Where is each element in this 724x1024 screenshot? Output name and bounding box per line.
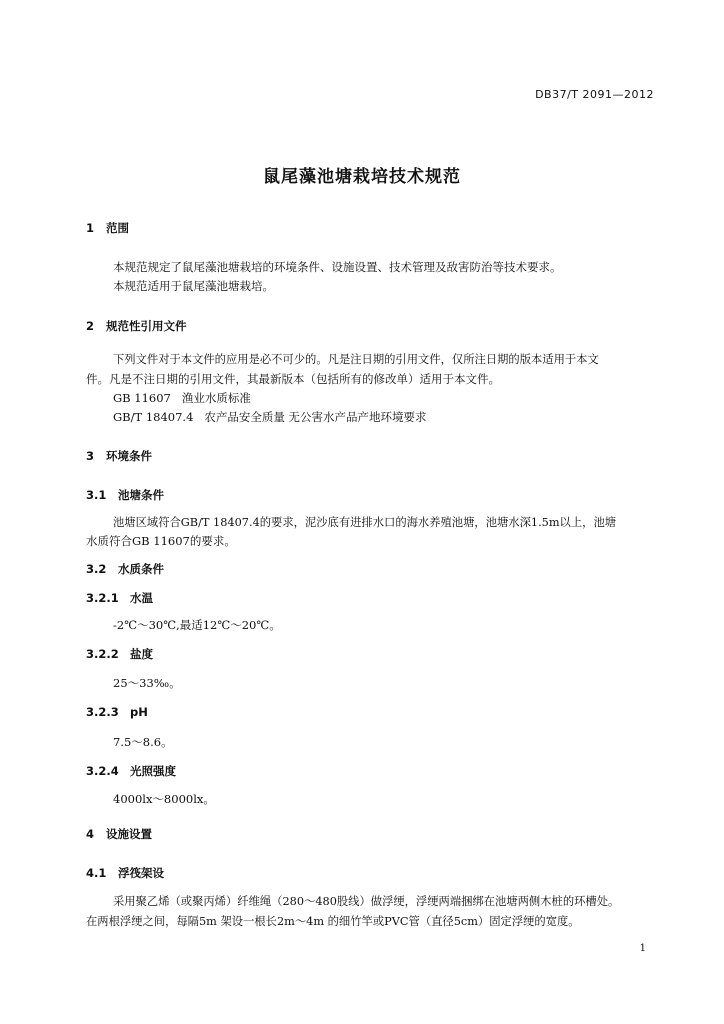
page-number: 1 <box>639 943 646 954</box>
subsection-heading <box>86 705 148 719</box>
section-title: 范围 <box>106 221 129 235</box>
section-title: 池塘条件 <box>118 488 164 502</box>
section-number: 4 <box>86 827 95 841</box>
section-number: 3.2 <box>86 562 107 576</box>
section-heading <box>86 826 152 842</box>
document-title: 鼠尾藻池塘栽培技术规范 <box>263 167 461 187</box>
section-title: 盐度 <box>130 647 153 661</box>
section-title: 浮筏架设 <box>118 866 164 880</box>
section-title: 设施设置 <box>106 827 152 841</box>
section-heading <box>86 318 187 334</box>
document-code: DB37/T 2091—2012 <box>535 88 654 101</box>
section-title: pH <box>130 705 148 719</box>
paragraph: 本规范规定了鼠尾藻池塘栽培的环境条件、设施设置、技术管理及敌害防治等技术要求。 <box>113 260 562 274</box>
section-number: 3.2.1 <box>86 591 119 605</box>
paragraph: 在两根浮绠之间，每隔5m 架设一根长2m～4m 的细竹竿或PVC管（直径5cm）固定浮绠的宽度。 <box>86 915 580 928</box>
paragraph: 7.5～8.6。 <box>113 735 173 749</box>
paragraph: 4000lx～8000lx。 <box>113 792 215 806</box>
subsection-heading <box>86 865 164 881</box>
section-number: 3.1 <box>86 488 107 502</box>
paragraph: 池塘区域符合GB/T 18407.4的要求，泥沙底有进排水口的海水养殖池塘，池塘水深1.5m以上，池塘 <box>113 516 617 529</box>
paragraph: 25～33‰。 <box>113 676 181 690</box>
section-number: 3.2.4 <box>86 764 119 778</box>
section-number: 3 <box>86 449 95 463</box>
reference-item: GB 11607 渔业水质标准 <box>113 391 251 405</box>
paragraph: 采用聚乙烯（或聚丙烯）纤维绳（280～480股线）做浮绠，浮绠两端捆绑在池塘两侧木桩的环槽处。 <box>113 895 620 908</box>
section-heading <box>86 448 152 464</box>
section-number: 1 <box>86 221 95 235</box>
section-title: 水质条件 <box>118 562 164 576</box>
subsection-heading <box>86 561 164 577</box>
reference-item: GB/T 18407.4 农产品安全质量 无公害水产品产地环境要求 <box>113 410 427 424</box>
section-title: 光照强度 <box>130 764 176 778</box>
paragraph: 件。凡是不注日期的引用文件，其最新版本（包括所有的修改单）适用于本文件。 <box>86 372 500 386</box>
section-number: 2 <box>86 319 95 333</box>
subsection-heading <box>86 763 176 779</box>
section-title: 规范性引用文件 <box>106 319 187 333</box>
paragraph: 下列文件对于本文件的应用是必不可少的。凡是注日期的引用文件，仅所注日期的版本适用于本文 <box>113 353 599 366</box>
subsection-heading <box>86 646 153 662</box>
paragraph: -2℃～30℃,最适12℃～20℃。 <box>113 618 281 632</box>
section-title: 环境条件 <box>106 449 152 463</box>
section-number: 4.1 <box>86 866 107 880</box>
section-number: 3.2.2 <box>86 647 119 661</box>
paragraph: 水质符合GB 11607的要求。 <box>86 534 236 548</box>
section-number: 3.2.3 <box>86 705 119 719</box>
subsection-heading <box>86 590 153 606</box>
paragraph: 本规范适用于鼠尾藻池塘栽培。 <box>113 279 274 293</box>
section-heading <box>86 220 129 236</box>
subsection-heading <box>86 487 164 503</box>
section-title: 水温 <box>130 591 153 605</box>
